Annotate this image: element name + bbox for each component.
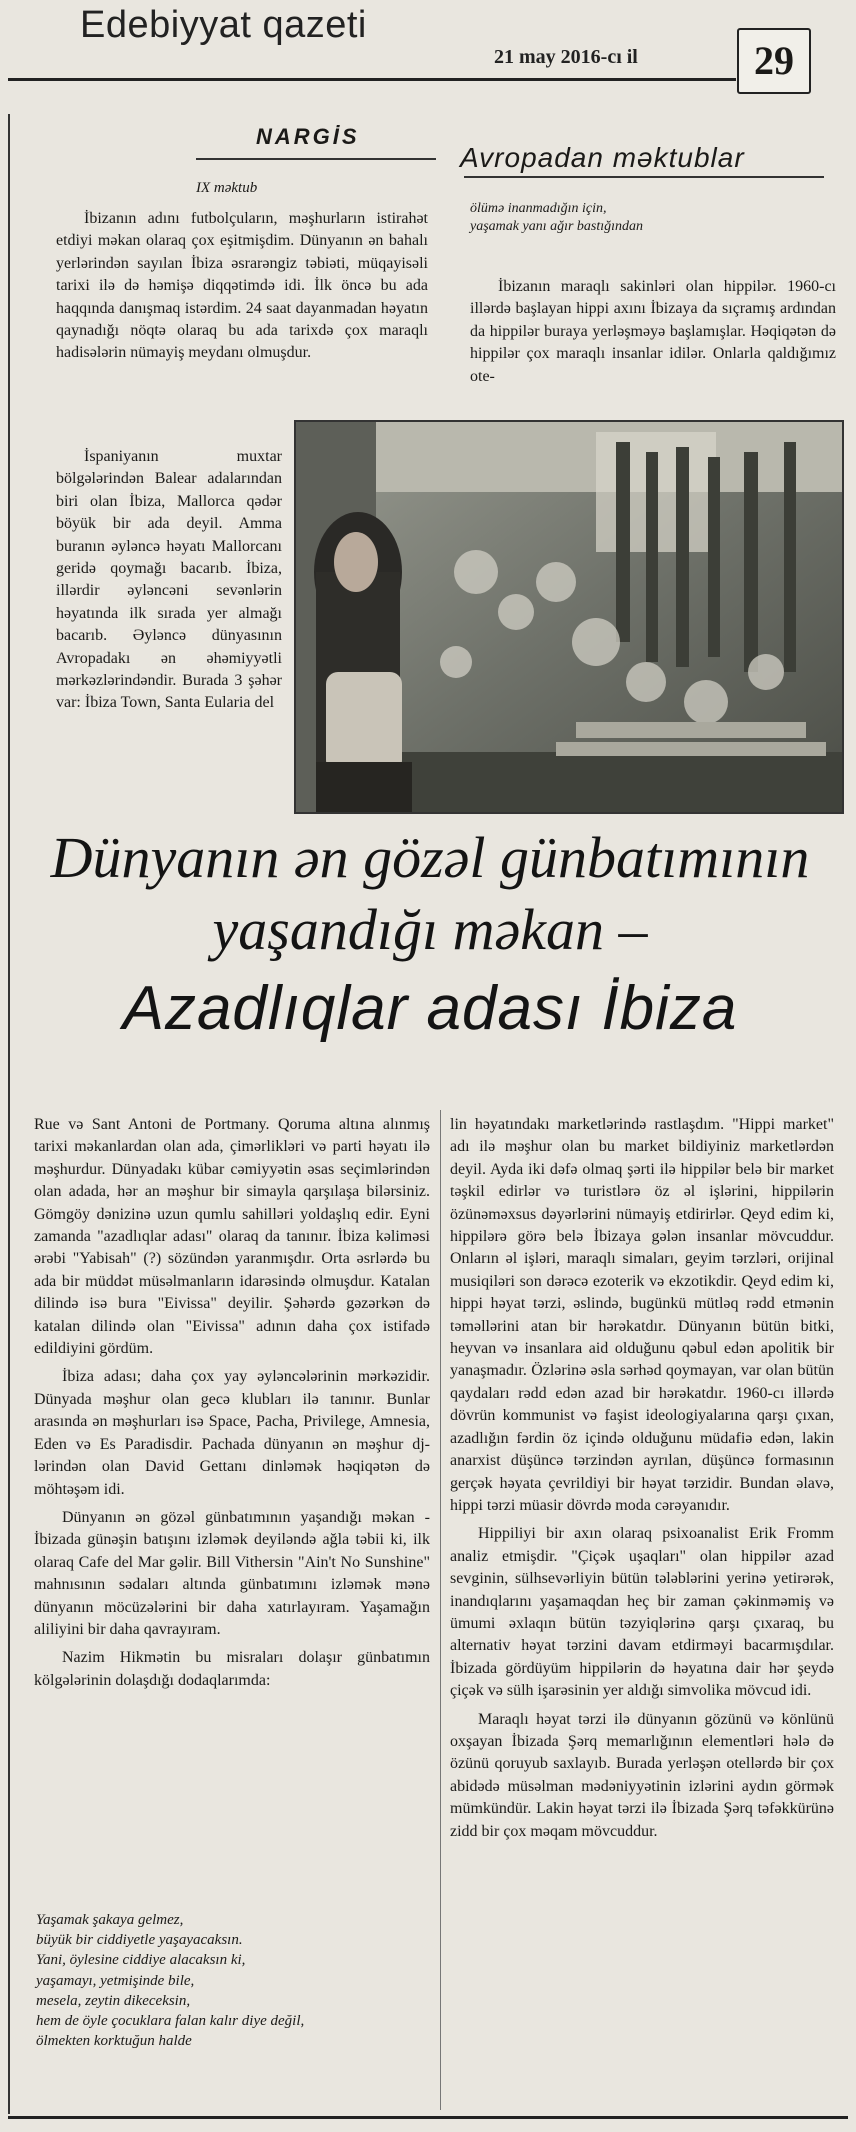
headline-line-1: Dünyanın ən gözəl günbatımının [50, 825, 810, 890]
paragraph: İbizanın maraqlı sakinləri olan hippilər. 1960-cı illərdə başlayan hippi axını İbizaya da sıçramış ardından da hippilər buraya yerləşməyə başlamışlar. Həqiqətən də hippilər çox maraqlı insanlar idilər. Onlarla qaldığımız ote- [470, 278, 836, 385]
newspaper-title: Edebiyyat qazeti [80, 4, 367, 46]
poem-line: Yani, öylesine ciddiye alacaksın ki, [36, 1952, 246, 1969]
issue-date: 21 may 2016-cı il [494, 46, 638, 68]
headline-line-2: yaşandığı məkan – [212, 897, 648, 962]
poem-quote [36, 1910, 304, 2051]
headline-line-3: Azadlıqlar adası İbiza [122, 974, 738, 1043]
author-name: NARGİS [256, 124, 360, 149]
epigraph [470, 200, 643, 236]
poem-line: mesela, zeytin dikeceksin, [36, 1992, 191, 2009]
body-column-left [34, 1114, 430, 1692]
paragraph: Dünyanın ən gözəl günbatımının yaşandığı məkan - İbizada günəşin batışını izləmək deyiləndə ağla təbii ki, ilk olaraq Cafe del Mar gəlir. Bill Vithersin "Ain't No Sunshine" mahnısının sədaları altında günbatımını izləmək mənə dünyanın möcüzələrini bir daha xatırlayıram. Yaşamağın aliliyini bir daha qavrayıram. [34, 1508, 430, 1638]
intro-text-top [56, 208, 428, 365]
body-column-right [450, 1114, 834, 1843]
poem-line: yaşamayı, yetmişinde bile, [36, 1972, 195, 1989]
column-divider [440, 1110, 441, 2110]
paragraph: Maraqlı həyat tərzi ilə dünyanın gözünü və könlünü oxşayan İbizada Şərq memarlığının elementləri hələ də özünü qoruyub saxlayıb. Burada yerləşən otellərdə bir çox abidədə müsəlman mədəniyyətinin izlərini aydın görmək mümkündür. Lakin həyat tərzi ilə İbizada Şərq təfəkkürünə zidd bir çox məqam mövcuddur. [450, 1710, 834, 1840]
article-headline [12, 822, 848, 1052]
intro-text-side [56, 446, 282, 715]
series-rule [464, 176, 824, 178]
poem-line: Yaşamak şakaya gelmez, [36, 1912, 184, 1928]
epigraph-line: ölümə inanmadığın için, [470, 201, 607, 216]
paragraph: lin həyatındakı marketlərində rastlaşdım. "Hippi market" adı ilə məşhur olan bu market bildiyiniz marketlərdən deyil. Ayda iki dəfə olmaq şərti ilə hippilər belə bir market təşkil edirlər və turistlərə öz əl işlərini, hippilərin özünəməxsus dəyərlərini nümayiş etdirirlər. Qeyd edim ki, hippilərə görə belə İbizaya gələn insanlar mövcuddur. Onların əl işləri, maraqlı simaları, geyim tərzləri, orijinal musiqiləri son dərəcə ezoterik və ekzotikdir. Qeyd edim ki, hippi həyat tərzi, əslində, bugünkü mütləq rədd etmənin təməllərini atan bir hərəkatdır. Dünyanın bütün bitki, heyvan və insanlara aid olduğunu qəbul edən apolitik bir yanaşmadır. Özlərinə əsla sərhəd qoymayan, var olan bütün qaydaları rədd edən azad bir hərəkatdır. 1960-cı illərdə dövrün kommunist və faşist ideologiyalarına qarşı çıxan, azadlığın fərdin öz içində olduğunu müdafiə edən, lakin anarxist düşüncə tərzindən ayrılan, düşüncə formasının gerçək həyata çevrildiyi bir həyat tərzidir. Bundan əlavə, hippi tərzi müasir dövrdə moda cərəyanıdır. [450, 1116, 834, 1514]
page-number-badge: 29 [737, 28, 811, 94]
poem-line: ölmekten korktuğun halde [36, 2033, 192, 2050]
right-intro-text [470, 276, 836, 388]
paragraph: Nazim Hikmətin bu misraları dolaşır günbatımın kölgələrinin dolaşdığı dodaqlarımda: [34, 1649, 430, 1689]
market-photo [294, 420, 844, 814]
paragraph: İbiza adası; daha çox yay əyləncələrinin mərkəzidir. Dünyada məşhur olan gecə klubları ilə tanınır. Bunlar arasında ən məşhurları isə Space, Pacha, Privilege, Amnesia, Eden və Es Paradisdir. Pachada dünyanın ən məşhur dj-lərindən olan David Gettanı dinləmək həqiqətən də möhtəşəm idi. [34, 1368, 430, 1498]
poem-line: büyük bir ciddiyetle yaşayacaksın. [36, 1932, 243, 1949]
series-title: Avropadan məktublar [460, 142, 745, 173]
masthead-rule [8, 78, 736, 81]
paragraph: Rue və Sant Antoni de Portmany. Qoruma altına alınmış tarixi məkanlardan olan ada, çimərlikləri və parti həyatı ilə məşhurdur. Dünyadakı kübar cəmiyyətin əsas seçimlərindən olan adada, hər an məşhur bir simayla qarşılaşa bilərsiniz. Gömgöy dənizinə uzun qumlu sahilləri yoldaşlıq edir. Eyni zamanda "azadlıqlar adası" olaraq da tanınır. İbiza kəliməsi ərəbi "Yabisah" (?) sözündən yaranmışdır. Orta əsrlərdə bu ada bir müddət müsəlmanların idarəsində olmuşdur. Katalan dilində isə bura "Eivissa" deyilir. Şəhərdə gəzərkən də katalan dilində olan "Eivissa" adının daha çox istifadə edildiyini gördüm. [34, 1116, 430, 1358]
letter-number: IX məktub [196, 180, 258, 196]
photo-illustration [296, 422, 842, 812]
bottom-rule [8, 2116, 848, 2119]
paragraph: İbizanın adını futbolçuların, məşhurların istirahət etdiyi məkan olaraq çox eşitmişdim. Dünyanın ən bahalı yerlərindən sayılan İbiza əsrarəngiz təbiəti, müqayisəli tarixi ilə də həmişə diqqətimdə idi. İlk öncə bu ada haqqında danışmaq istərdim. 24 saat dayanmadan həyatın qaynadığı nöqtə olaraq bu ada tarixdə çox maraqlı hadisələrin nümayiş meydanı olmuşdur. [56, 210, 428, 362]
author-rule [196, 158, 436, 160]
paragraph: Hippiliyi bir axın olaraq psixoanalist Erik Fromm analiz etmişdir. "Çiçək uşaqları" olan hippilər azad sevginin, sülhsevərliyin bütün tələblərini yerinə yetirərək, inandıqlarını yaşamaqdan heç bir zaman çəkinməmiş və ümumi əxlaqın bütün təzyiqlərinə qarşı çıxaraq, bu alternativ həyat tərzini davam etdirməyi bacarmışdılar. İbizada gördüyüm hippilərin də həyatına dair hər şeydə çiçək və sülh işarəsinin yer aldığı simvolika mövcud idi. [450, 1525, 834, 1700]
left-margin-rule [8, 114, 10, 2114]
poem-line: hem de öyle çocuklara falan kalır diye değil, [36, 2013, 305, 2030]
epigraph-line: yaşamak yanı ağır bastığından [470, 219, 644, 234]
paragraph: İspaniyanın muxtar bölgələrindən Balear adalarından biri olan İbiza, Mallorca qədər böyük bir ada deyil. Amma buranın əyləncə həyatı Mallorcanı geridə qoymağı bacarıb. İbiza, illərdir əyləncəni sevənlərin həyatında ilk sırada yer almağı bacarıb. Əyləncə dünyasının Avropadakı ən əhəmiyyətli mərkəzlərindəndir. Burada 3 şəhər var: İbiza Town, Santa Eularia del [56, 448, 282, 712]
